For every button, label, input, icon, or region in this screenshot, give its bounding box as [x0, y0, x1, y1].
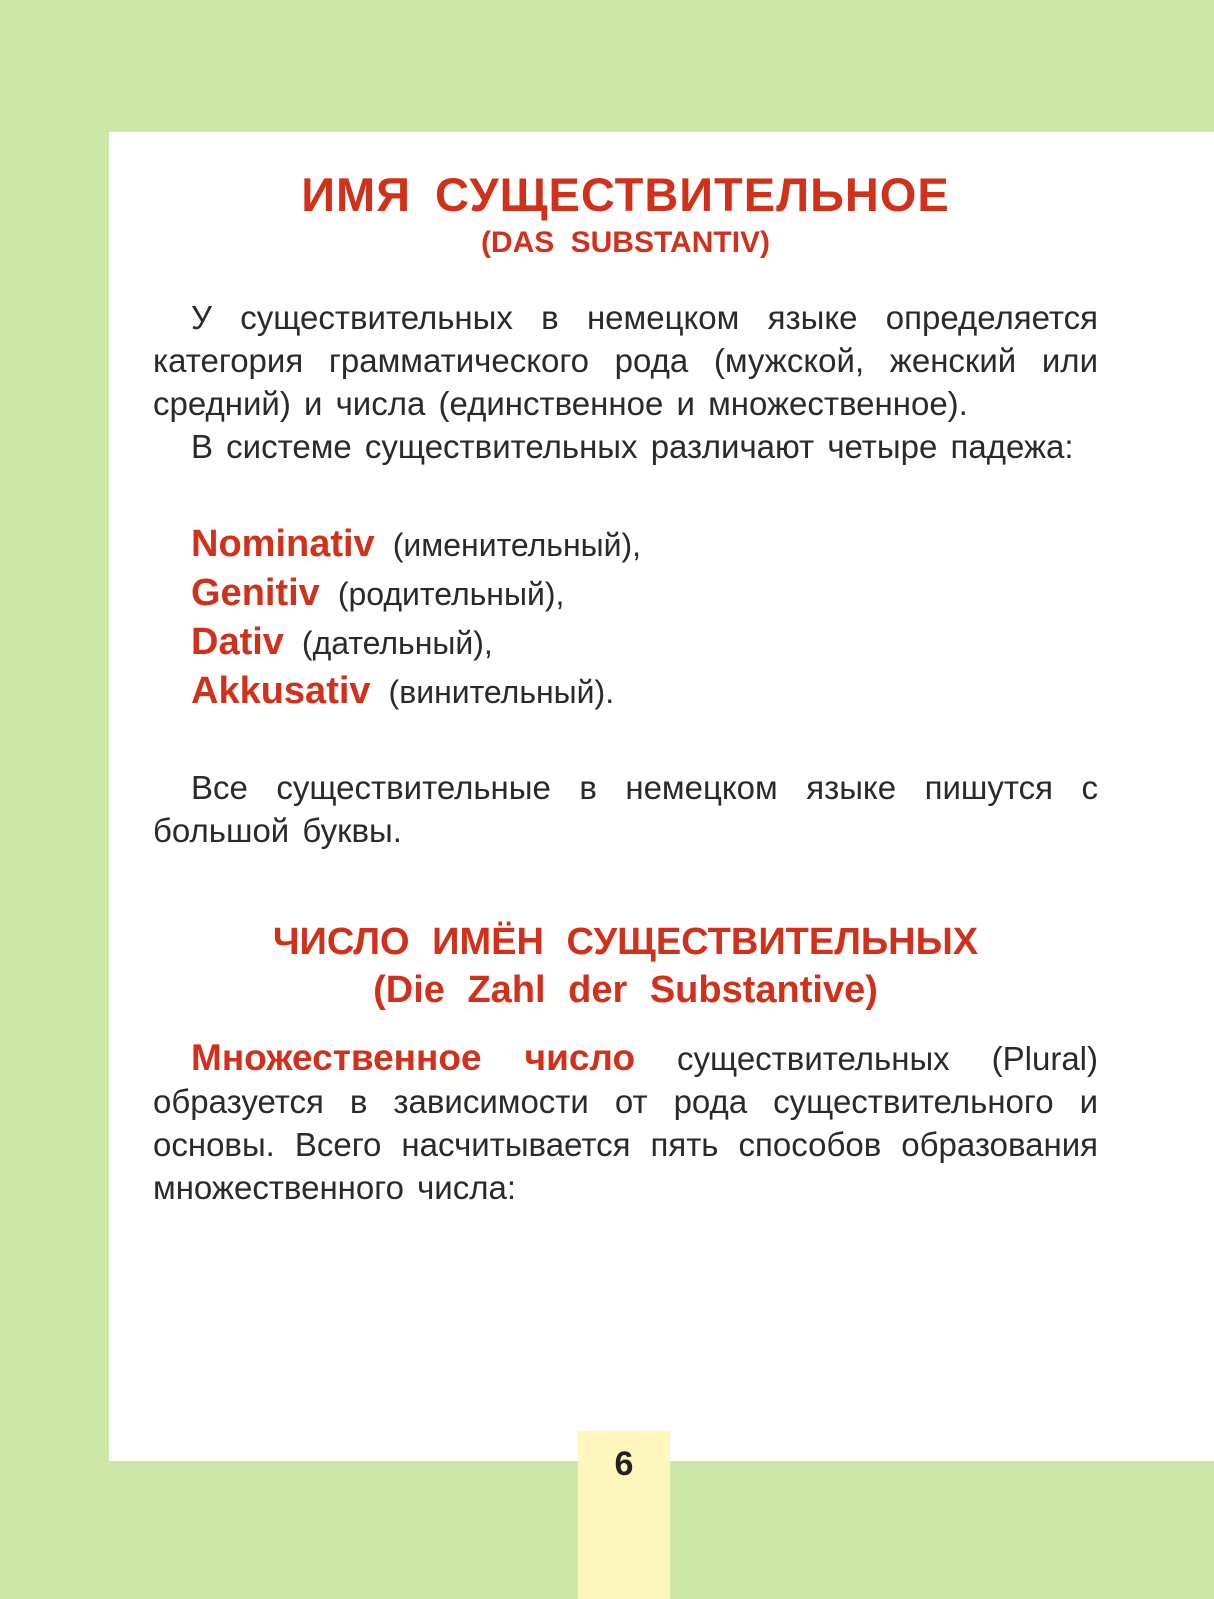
case-description: (дательный),	[301, 625, 493, 661]
paragraph-gender-number: У существительных в немецком языке определяется категория грамматического рода (мужской, женский или средний) и числа (единственное и множественное).	[153, 299, 1098, 422]
case-name: Akkusativ	[191, 670, 371, 712]
case-item-akkusativ	[191, 667, 1098, 716]
case-name: Genitiv	[191, 572, 320, 614]
case-description: (родительный),	[337, 576, 565, 612]
page-number: 6	[578, 1431, 670, 1599]
case-item-dativ	[191, 618, 1098, 667]
plural-highlight: Множественное число	[191, 1037, 636, 1078]
case-list	[191, 520, 1098, 716]
page-content	[153, 166, 1098, 1209]
section-subtitle: (Die Zahl der Substantive)	[373, 969, 878, 1011]
plural-text: существительных (Plural) образуется в зависимости от рода существительного и основы. Всего насчитывается пять способов образования множественного числа:	[153, 1040, 1098, 1206]
case-description: (именительный),	[392, 527, 642, 563]
case-name: Nominativ	[191, 523, 375, 565]
case-item-nominativ	[191, 520, 1098, 569]
section-title: ЧИСЛО ИМЁН СУЩЕСТВИТЕЛЬНЫХ	[272, 921, 979, 963]
section-heading	[153, 918, 1098, 1014]
paragraph-plural	[153, 1036, 1098, 1209]
page-title: ИМЯ СУЩЕСТВИТЕЛЬНОЕ	[301, 168, 950, 221]
case-item-genitiv	[191, 569, 1098, 618]
case-description: (винительный).	[388, 674, 615, 710]
paragraph-cases-intro: В системе существительных различают четыре падежа:	[191, 428, 1074, 465]
paragraph-capitalization: Все существительные в немецком языке пишутся с большой буквы.	[153, 769, 1098, 849]
page-subtitle: (DAS SUBSTANTIV)	[480, 226, 771, 259]
case-name: Dativ	[191, 621, 284, 663]
page-sheet	[109, 132, 1214, 1461]
